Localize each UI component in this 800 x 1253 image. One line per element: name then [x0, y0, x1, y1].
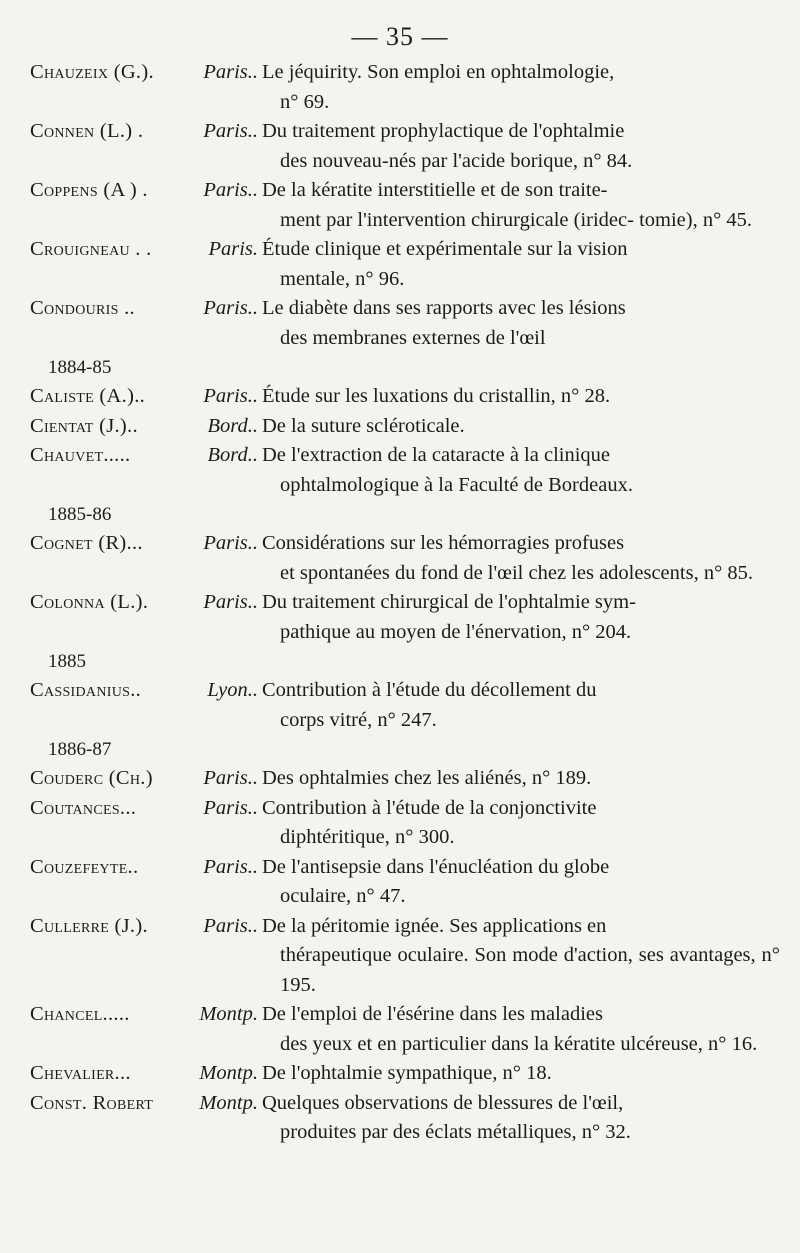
entry-meta: [30, 235, 262, 265]
entry-author: Crouigneau . .: [30, 238, 152, 260]
entry-city: Paris..: [203, 385, 258, 407]
entry-title: [262, 235, 780, 294]
entry-city: Bord..: [207, 414, 258, 437]
entry-title-first: Contribution à l'étude du décollement du: [262, 679, 597, 701]
entry-title: [262, 1089, 780, 1148]
year-heading: 1886-87: [48, 739, 112, 760]
entry-author: Caliste (A.)..: [30, 385, 146, 407]
entry-title-first: Du traitement prophylactique de l'ophtalmie: [262, 120, 625, 142]
entry-city: Paris.: [208, 238, 258, 260]
entry-author: Cientat (J.)..: [30, 414, 138, 437]
bibliography-entry: [30, 441, 780, 500]
entry-author: Cognet (R)...: [30, 532, 143, 554]
entry-title-rest: oculaire, n° 47.: [280, 885, 406, 907]
entry-meta: [30, 529, 262, 559]
entry-title-rest: des membranes externes de l'œil: [280, 326, 546, 349]
entry-title-rest: corps vitré, n° 247.: [280, 708, 437, 731]
entry-author: Connen (L.) .: [30, 120, 144, 142]
entry-title-first: De la kératite interstitielle et de son traite-: [262, 179, 608, 201]
bibliography-entry: [30, 117, 780, 176]
entry-title-first: De l'antisepsie dans l'énucléation du globe: [262, 855, 610, 878]
entry-author: Couzefeyte..: [30, 855, 139, 878]
entry-title: [262, 117, 780, 176]
entry-meta: [30, 764, 262, 794]
entry-title-first: De la péritomie ignée. Ses applications en: [262, 914, 607, 937]
bibliography-entry: [30, 382, 780, 412]
entry-meta: [30, 794, 262, 824]
entry-title: [262, 412, 780, 442]
entry-city: Paris..: [203, 120, 258, 142]
entry-city: Paris..: [203, 532, 258, 554]
entry-meta: [30, 382, 262, 412]
entry-title: [262, 441, 780, 500]
bibliography-entry: [30, 529, 780, 588]
entry-title: [262, 1000, 780, 1059]
bibliography-entry: [30, 794, 780, 853]
bibliography-entry: [30, 912, 780, 1001]
bibliography-entry: [30, 294, 780, 353]
entry-author: Colonna (L.).: [30, 591, 149, 613]
entry-city: Paris..: [203, 591, 258, 613]
entry-title-rest: des nouveau-nés par l'acide borique, n° 84.: [280, 149, 633, 172]
bibliography-entry: [30, 1000, 780, 1059]
entry-title-first: Étude clinique et expérimentale sur la vision: [262, 238, 628, 260]
entry-city: Bord..: [207, 444, 258, 466]
bibliography-entry: [30, 235, 780, 294]
entry-title-rest: ophtalmologique à la Faculté de Bordeaux.: [280, 473, 633, 496]
entry-title: [262, 1059, 780, 1089]
entry-title-first: De la suture scléroticale.: [262, 414, 465, 437]
entry-title: [262, 794, 780, 853]
entry-city: Paris..: [203, 855, 258, 878]
entry-title-first: Considérations sur les hémorragies profuses: [262, 532, 625, 554]
bibliography-entry: [30, 1089, 780, 1148]
entry-title-rest: diphtéritique, n° 300.: [280, 826, 455, 848]
entry-author: Chauzeix (G.).: [30, 61, 154, 83]
entry-meta: [30, 676, 262, 706]
entry-title-first: Étude sur les luxations du cristallin, n° 28.: [262, 385, 611, 407]
entry-city: Montp.: [199, 1091, 258, 1114]
bibliography-entry: [30, 764, 780, 794]
entry-meta: [30, 176, 262, 206]
bibliography-entry: [30, 676, 780, 735]
bibliography-entry: [30, 588, 780, 647]
entry-title-first: De l'ophtalmie sympathique, n° 18.: [262, 1062, 552, 1084]
bibliography-entry: [30, 1059, 780, 1089]
entry-city: Paris..: [203, 297, 258, 319]
entry-city: Paris..: [203, 914, 258, 937]
entry-author: Couderc (Ch.): [30, 767, 153, 789]
entry-meta: [30, 441, 262, 471]
entry-city: Lyon..: [207, 679, 258, 701]
entry-meta: [30, 853, 262, 883]
entry-title: [262, 529, 780, 588]
entry-meta: [30, 1089, 262, 1119]
entry-title-rest: produites par des éclats métalliques, n° 32.: [280, 1121, 631, 1143]
page-number: — 35 —: [351, 22, 449, 51]
year-heading: 1884-85: [48, 357, 112, 378]
bibliography-entry: [30, 58, 780, 117]
bibliography-entry: [30, 853, 780, 912]
entry-city: Paris..: [203, 61, 258, 83]
entry-meta: [30, 588, 262, 618]
entry-title-first: De l'extraction de la cataracte à la clinique: [262, 444, 611, 466]
entry-title-first: De l'emploi de l'ésérine dans les maladies: [262, 1003, 603, 1025]
entry-title-first: Des ophtalmies chez les aliénés, n° 189.: [262, 767, 592, 789]
bibliography-entry: [30, 412, 780, 442]
entry-author: Chancel.....: [30, 1003, 130, 1025]
entry-author: Cassidanius..: [30, 679, 142, 701]
entry-title: [262, 58, 780, 117]
entry-city: Montp.: [199, 1062, 258, 1084]
bibliography-list: [30, 58, 780, 1148]
entry-author: Coutances...: [30, 796, 137, 819]
entry-title-rest: des yeux et en particulier dans la kératite ulcéreuse, n° 16.: [280, 1032, 758, 1055]
entry-city: Paris..: [203, 796, 258, 819]
entry-meta: [30, 412, 262, 442]
entry-meta: [30, 58, 262, 88]
entry-author: Chauvet.....: [30, 444, 131, 466]
entry-title-rest: thérapeutique oculaire. Son mode d'action, ses avantages, n° 195.: [280, 944, 780, 996]
entry-title: [262, 764, 780, 794]
entry-author: Const. Robert: [30, 1091, 154, 1114]
entry-meta: [30, 117, 262, 147]
entry-title-first: Le diabète dans ses rapports avec les lésions: [262, 297, 626, 319]
entry-title: [262, 382, 780, 412]
entry-author: Cullerre (J.).: [30, 914, 148, 937]
entry-title: [262, 176, 780, 235]
bibliography-entry: [30, 176, 780, 235]
entry-title-rest: ment par l'intervention chirurgicale (iridec- tomie), n° 45.: [280, 208, 753, 231]
entry-meta: [30, 912, 262, 942]
entry-title: [262, 912, 780, 1001]
entry-title-rest: et spontanées du fond de l'œil chez les adolescents, n° 85.: [280, 561, 754, 584]
year-heading: 1885-86: [48, 504, 112, 525]
entry-city: Montp.: [199, 1003, 258, 1025]
entry-title-first: Le jéquirity. Son emploi en ophtalmologie,: [262, 61, 615, 83]
entry-title-rest: mentale, n° 96.: [280, 267, 405, 290]
entry-title: [262, 588, 780, 647]
entry-author: Coppens (A ) .: [30, 179, 148, 201]
year-heading: 1885: [48, 651, 86, 672]
entry-meta: [30, 1000, 262, 1030]
entry-title-first: Du traitement chirurgical de l'ophtalmie sym-: [262, 591, 636, 613]
entry-author: Condouris ..: [30, 297, 135, 319]
entry-title-first: Contribution à l'étude de la conjonctivite: [262, 796, 597, 819]
entry-title-first: Quelques observations de blessures de l'œil,: [262, 1091, 624, 1114]
entry-title: [262, 853, 780, 912]
entry-author: Chevalier...: [30, 1062, 131, 1084]
entry-meta: [30, 1059, 262, 1089]
entry-city: Paris..: [203, 767, 258, 789]
entry-title-rest: n° 69.: [280, 90, 330, 113]
entry-meta: [30, 294, 262, 324]
entry-title-rest: pathique au moyen de l'énervation, n° 204.: [280, 620, 632, 643]
entry-title: [262, 676, 780, 735]
entry-city: Paris..: [203, 179, 258, 201]
entry-title: [262, 294, 780, 353]
